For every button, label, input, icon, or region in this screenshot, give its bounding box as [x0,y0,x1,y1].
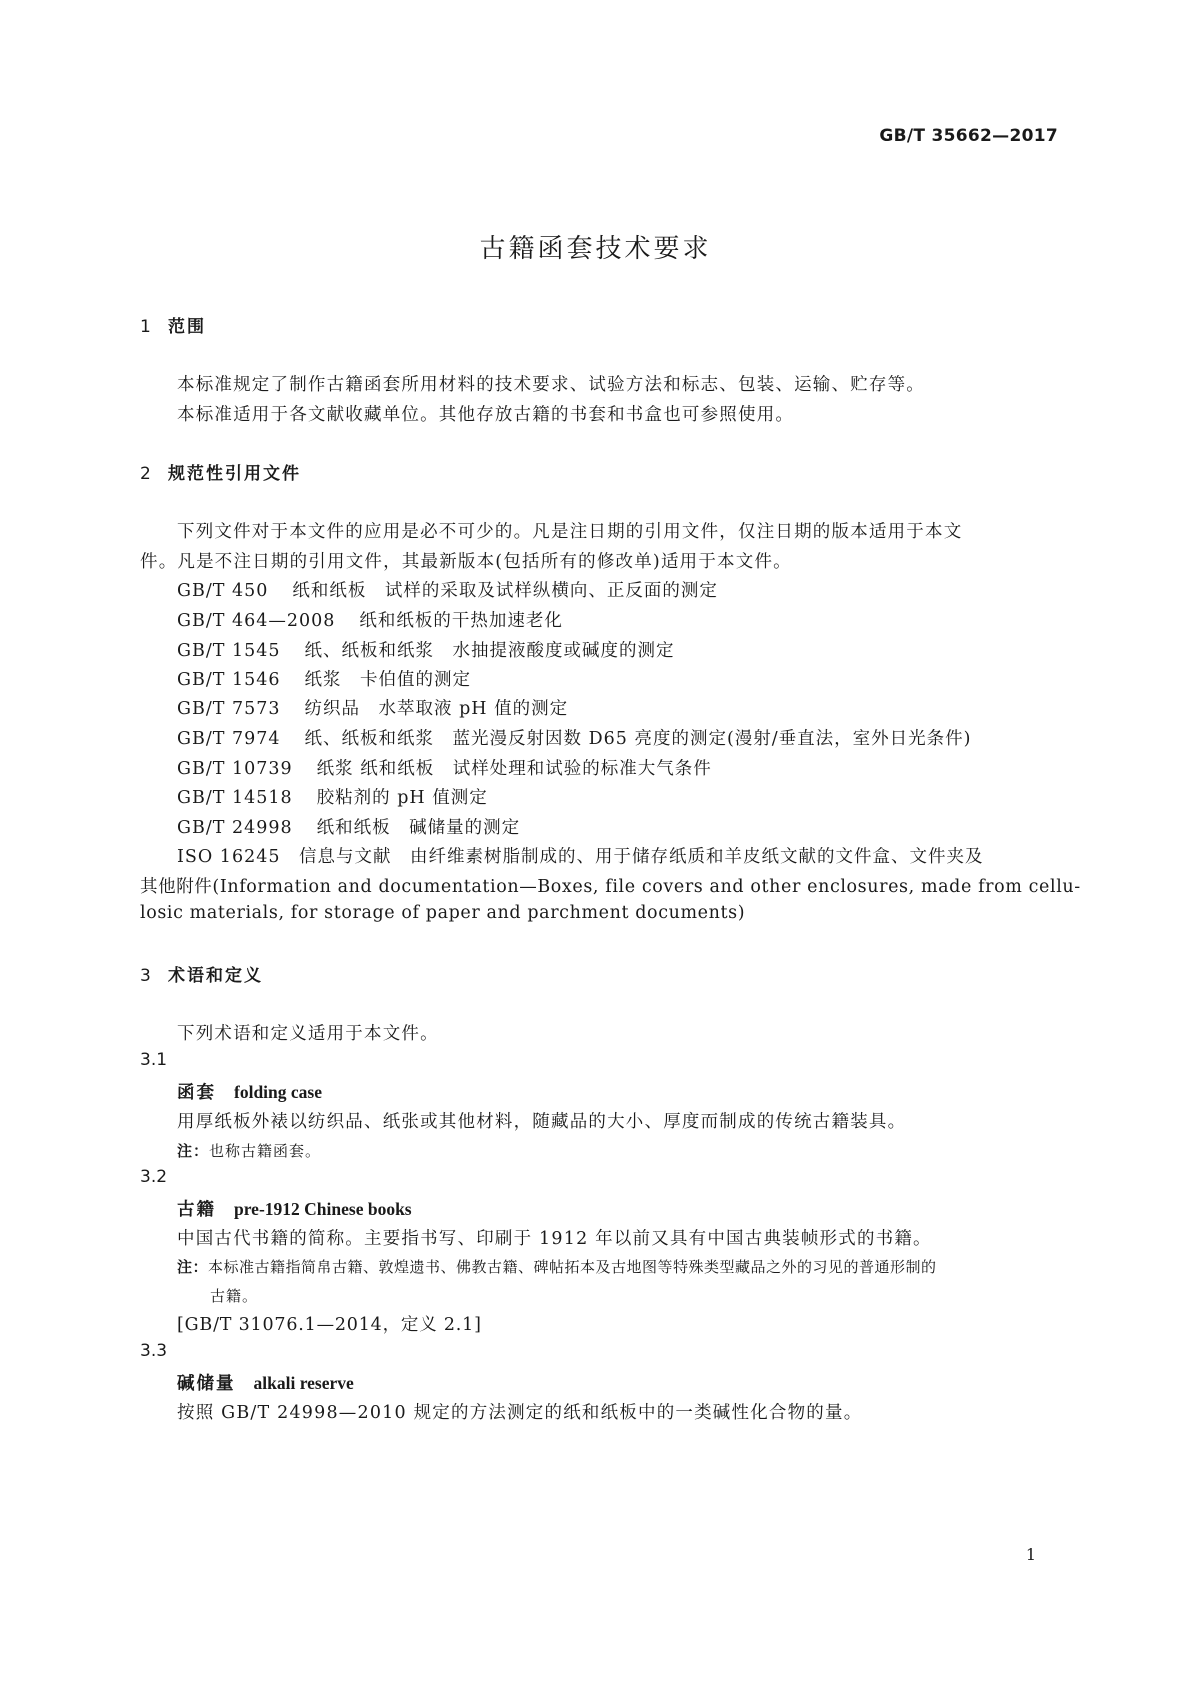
reference-item [177,755,712,780]
term-english: pre-1912 Chinese books [234,1199,412,1219]
term-heading [177,1196,412,1221]
section-number: 1 [140,317,151,337]
reference-iso-line-1: ISO 16245 信息与文献 由纤维素树脂制成的、用于储存纸质和羊皮纸文献的文件盒、文件夹及 [177,847,984,867]
term-heading [177,1079,322,1104]
section-number: 2 [140,464,151,484]
reference-item [177,666,471,691]
section-name: 范围 [168,317,206,337]
reference-title: 纸、纸板和纸浆 水抽提液酸度或碱度的测定 [304,641,675,661]
term-source: [GB/T 31076.1—2014，定义 2.1] [177,1315,482,1335]
reference-item [177,607,563,632]
reference-code: GB/T 7974 [177,729,281,749]
reference-code: GB/T 10739 [177,759,293,779]
reference-title: 纸浆 卡伯值的测定 [304,670,472,690]
term-number: 3.1 [140,1050,168,1070]
section-1-paragraph-2: 本标准适用于各文献收藏单位。其他存放古籍的书套和书盒也可参照使用。 [177,405,795,425]
reference-title: 胶粘剂的 pH 值测定 [316,788,488,808]
term-heading [177,1370,354,1395]
term-chinese: 函套 [177,1083,216,1103]
page-number: 1 [1025,1545,1036,1564]
reference-item [177,695,568,720]
section-name: 术语和定义 [168,966,263,986]
term-chinese: 古籍 [177,1200,216,1220]
reference-code: GB/T 7573 [177,699,281,719]
reference-iso-line-3: losic materials, for storage of paper and parchment documents) [140,903,746,923]
section-2-intro-line-1: 下列文件对于本文件的应用是必不可少的。凡是注日期的引用文件，仅注日期的版本适用于本文 [177,522,963,542]
section-3-heading [140,961,263,986]
note-label: 注： [177,1258,209,1276]
term-note-continuation: 古籍。 [210,1287,259,1305]
term-note [177,1256,937,1277]
reference-title: 纸、纸板和纸浆 蓝光漫反射因数 D65 亮度的测定(漫射/垂直法，室外日光条件) [304,729,972,749]
section-2-heading [140,459,301,484]
section-3-intro: 下列术语和定义适用于本文件。 [177,1024,439,1044]
note-text: 本标准古籍指简帛古籍、敦煌遗书、佛教古籍、碑帖拓本及古地图等特殊类型藏品之外的习见的普通形制的 [208,1258,937,1276]
reference-item [177,784,488,809]
term-english: alkali reserve [253,1373,354,1393]
reference-iso-line-2: 其他附件(Information and documentation—Boxes, file covers and other enclosures, made from cellu- [140,877,1081,897]
reference-code: GB/T 24998 [177,818,293,838]
term-definition: 用厚纸板外裱以纺织品、纸张或其他材料，随藏品的大小、厚度而制成的传统古籍装具。 [177,1112,907,1132]
reference-item [177,725,972,750]
reference-title: 纸和纸板 碱储量的测定 [316,818,521,838]
reference-item [177,814,520,839]
reference-code: GB/T 1545 [177,641,281,661]
reference-code: GB/T 14518 [177,788,293,808]
reference-code: GB/T 1546 [177,670,281,690]
reference-title: 纸和纸板的干热加速老化 [359,611,563,631]
term-number: 3.3 [140,1341,168,1361]
section-number: 3 [140,966,151,986]
term-definition: 中国古代书籍的简称。主要指书写、印刷于 1912 年以前又具有中国古典装帧形式的书籍。 [177,1229,932,1249]
note-text: 也称古籍函套。 [209,1142,322,1160]
reference-code: GB/T 464—2008 [177,611,336,631]
term-number: 3.2 [140,1167,168,1187]
section-name: 规范性引用文件 [168,464,301,484]
term-chinese: 碱储量 [177,1374,236,1394]
term-definition: 按照 GB/T 24998—2010 规定的方法测定的纸和纸板中的一类碱性化合物的量。 [177,1403,863,1423]
note-label: 注： [177,1142,210,1160]
term-english: folding case [234,1082,322,1102]
reference-code: GB/T 450 [177,581,269,601]
reference-item [177,637,675,662]
reference-item [177,577,718,602]
standard-number: GB/T 35662—2017 [879,126,1058,146]
document-title: 古籍函套技术要求 [479,234,712,264]
reference-title: 纺织品 水萃取液 pH 值的测定 [304,699,569,719]
section-1-heading [140,312,206,337]
section-2-intro-line-2: 件。凡是不注日期的引用文件，其最新版本(包括所有的修改单)适用于本文件。 [140,552,792,572]
reference-title: 纸和纸板 试样的采取及试样纵横向、正反面的测定 [292,581,718,601]
section-1-paragraph-1: 本标准规定了制作古籍函套所用材料的技术要求、试验方法和标志、包装、运输、贮存等。 [177,375,925,395]
reference-title: 纸浆 纸和纸板 试样处理和试验的标准大气条件 [316,759,712,779]
term-note [177,1140,321,1161]
